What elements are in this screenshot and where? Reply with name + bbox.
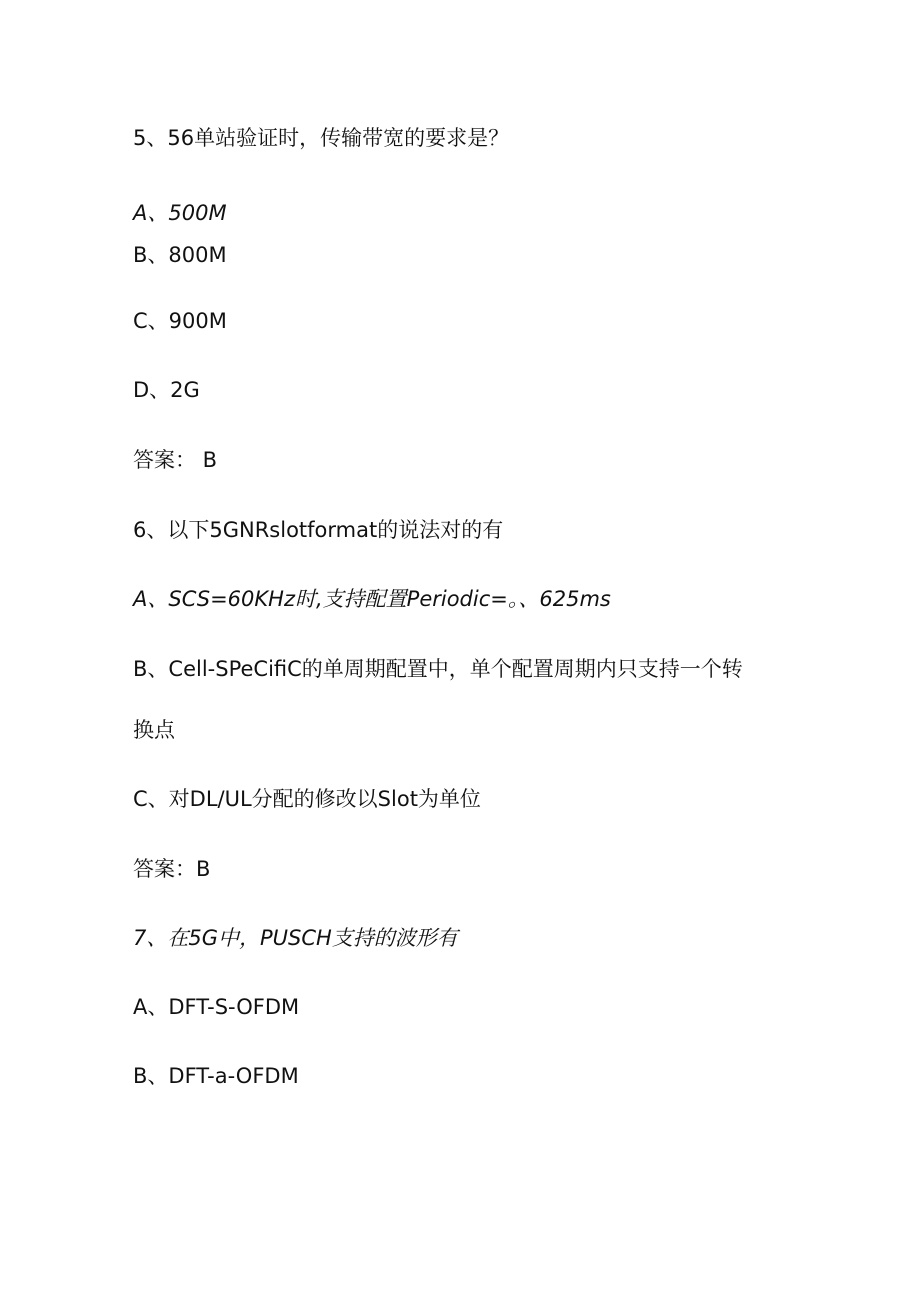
question-5-text: 5、56单站验证时，传输带宽的要求是？ bbox=[133, 126, 510, 150]
question-6-option-b: B、Cell-SPeCifiC的单周期配置中，单个配置周期内只支持一个转 bbox=[133, 657, 743, 681]
question-6-option-b-continuation: 换点 bbox=[133, 718, 175, 742]
question-5-answer: 答案： B bbox=[133, 448, 218, 472]
question-7-text: 7、在5G中，PUSCH支持的波形有 bbox=[133, 926, 458, 950]
question-6-option-c: C、对DL/UL分配的修改以Slot为单位 bbox=[133, 787, 481, 811]
question-7-option-a: A、DFT-S-OFDM bbox=[133, 995, 300, 1019]
question-6-text: 6、以下5GNRslotformat的说法对的有 bbox=[133, 518, 504, 542]
question-5-option-d: D、2G bbox=[133, 378, 200, 402]
question-5-option-a: A、500M bbox=[133, 201, 227, 225]
question-5-option-c: C、900M bbox=[133, 309, 227, 333]
question-6-answer: 答案：B bbox=[133, 857, 211, 881]
question-5-option-b: B、800M bbox=[133, 243, 227, 267]
question-6-option-a: A、SCS=60KHz时,支持配置Periodic=。、625ms bbox=[133, 587, 611, 611]
question-7-option-b: B、DFT-a-OFDM bbox=[133, 1064, 299, 1088]
